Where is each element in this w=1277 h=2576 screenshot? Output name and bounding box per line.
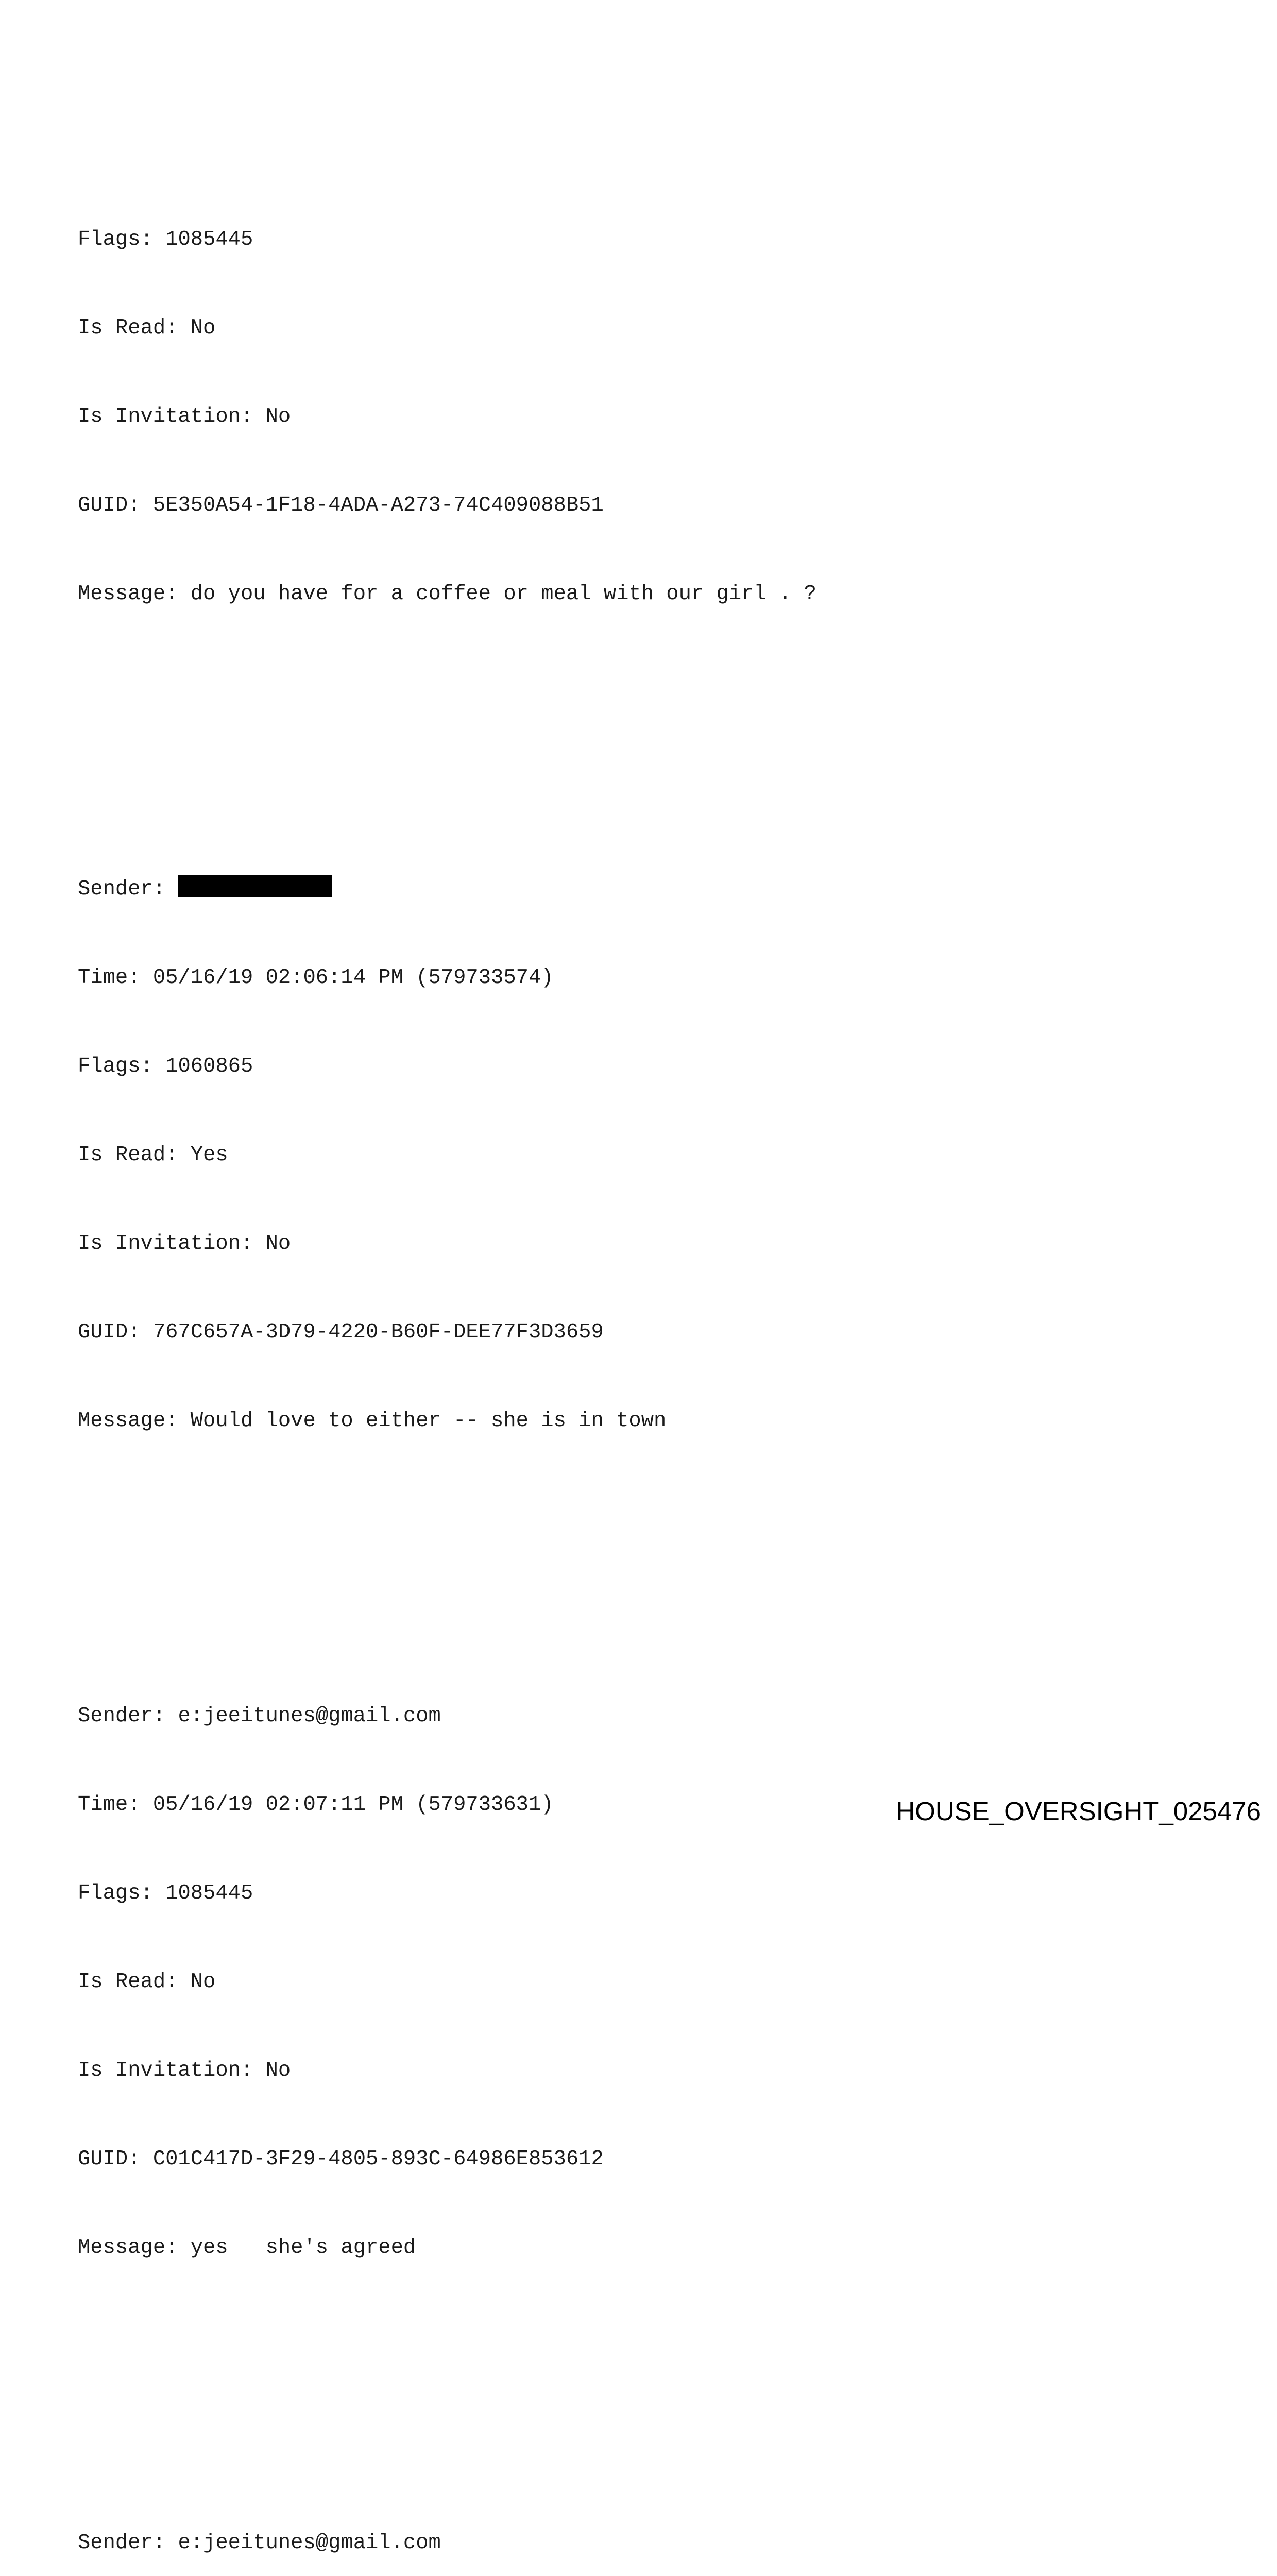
message-line	[78, 578, 1211, 619]
guid-line	[78, 489, 1211, 531]
message-label: Message:	[78, 1409, 191, 1433]
is-read-value: No	[190, 1970, 216, 1994]
time-line	[78, 962, 1211, 1003]
flags-value: 1085445	[165, 228, 253, 251]
is-invitation-value: No	[265, 2059, 291, 2082]
sender-label: Sender:	[78, 877, 178, 901]
flags-line	[78, 1050, 1211, 1092]
is-invitation-label: Is Invitation:	[78, 1232, 266, 1256]
message-log	[78, 81, 1211, 2576]
flags-line	[78, 224, 1211, 265]
flags-label: Flags:	[78, 1882, 166, 1905]
guid-label: GUID:	[78, 494, 153, 517]
message-label: Message:	[78, 2236, 191, 2260]
flags-value: 1060865	[165, 1055, 253, 1078]
message-line	[78, 2232, 1211, 2273]
is-invitation-label: Is Invitation:	[78, 2059, 266, 2082]
guid-line	[78, 2143, 1211, 2184]
sender-line	[78, 1700, 1211, 1741]
is-read-label: Is Read:	[78, 1970, 191, 1994]
time-label: Time:	[78, 1793, 153, 1817]
sender-value: e:jeeitunes@gmail.com	[178, 1704, 441, 1728]
guid-label: GUID:	[78, 2147, 153, 2171]
message-text: Would love to either -- she is in town	[190, 1409, 667, 1433]
guid-value: 767C657A-3D79-4220-B60F-DEE77F3D3659	[152, 1320, 604, 1344]
is-invitation-value: No	[265, 1232, 291, 1256]
guid-label: GUID:	[78, 1320, 153, 1344]
message-label: Message:	[78, 582, 191, 606]
time-label: Time:	[78, 966, 153, 990]
is-read-label: Is Read:	[78, 316, 191, 340]
sender-line	[78, 2527, 1211, 2568]
is-read-line	[78, 312, 1211, 353]
time-value: 05/16/19 02:06:14 PM (579733574)	[152, 966, 554, 990]
guid-value: 5E350A54-1F18-4ADA-A273-74C409088B51	[152, 494, 604, 517]
sender-line	[78, 873, 1211, 914]
message-record	[78, 176, 1211, 667]
message-record	[78, 1653, 1211, 2320]
flags-label: Flags:	[78, 1055, 166, 1078]
flags-value: 1085445	[165, 1882, 253, 1905]
flags-line	[78, 1877, 1211, 1919]
guid-value: C01C417D-3F29-4805-893C-64986E853612	[152, 2147, 604, 2171]
is-read-line	[78, 1139, 1211, 1180]
is-invitation-value: No	[265, 405, 291, 429]
record-gap	[78, 1541, 1211, 1558]
redaction-box	[178, 875, 332, 897]
is-read-label: Is Read:	[78, 1143, 191, 1167]
bates-number: HOUSE_OVERSIGHT_025476	[896, 1797, 1261, 1826]
sender-label: Sender:	[78, 1704, 178, 1728]
sender-label: Sender:	[78, 2531, 178, 2555]
message-text: do you have for a coffee or meal with our girl . ?	[190, 582, 816, 606]
is-invitation-line	[78, 1228, 1211, 1269]
is-invitation-label: Is Invitation:	[78, 405, 266, 429]
is-read-line	[78, 1966, 1211, 2007]
flags-label: Flags:	[78, 228, 166, 251]
is-read-value: Yes	[190, 1143, 228, 1167]
time-value: 05/16/19 02:07:11 PM (579733631)	[152, 1793, 554, 1817]
record-gap	[78, 2368, 1211, 2385]
record-gap	[78, 714, 1211, 731]
message-record	[78, 826, 1211, 1494]
sender-value: e:jeeitunes@gmail.com	[178, 2531, 441, 2555]
message-record	[78, 2480, 1211, 2576]
guid-line	[78, 1316, 1211, 1358]
message-line	[78, 1405, 1211, 1446]
is-invitation-line	[78, 401, 1211, 442]
is-read-value: No	[190, 316, 216, 340]
is-invitation-line	[78, 2055, 1211, 2096]
message-text: yes she's agreed	[190, 2236, 416, 2260]
